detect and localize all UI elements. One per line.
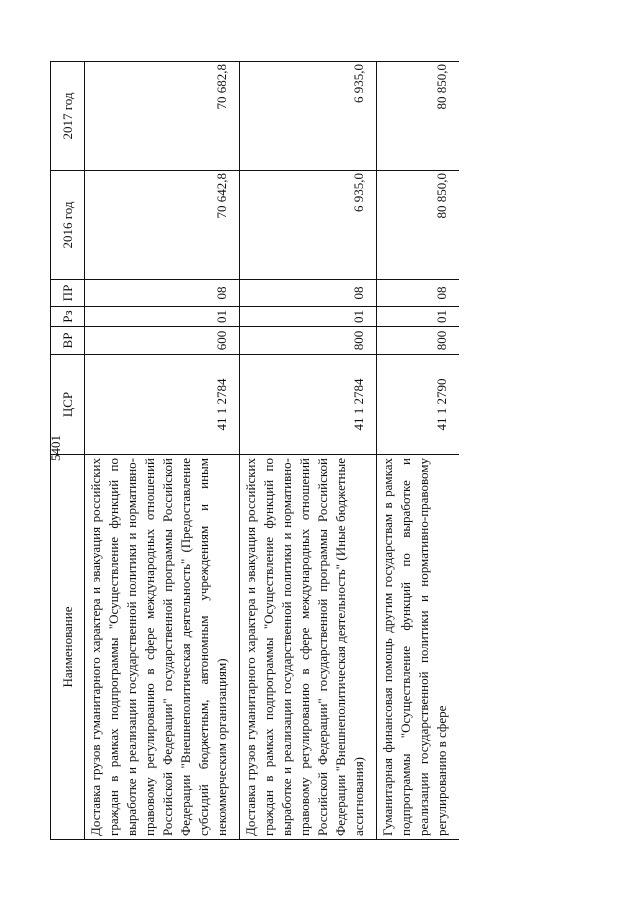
header-pr: ПР [51,280,85,307]
row-pr: 08 [377,280,460,307]
header-2016: 2016 год [51,171,85,280]
header-name: Наименование [51,455,85,840]
table-row [240,62,377,840]
row-rz: 01 [377,307,460,327]
table-row [377,62,460,840]
header-csr: ЦСР [51,355,85,455]
row-2017: 70 682,8 [85,62,240,171]
header-2017: 2017 год [51,62,85,171]
row-name: Доставка грузов гуманитарного характера и эвакуация российских граждан в рамках подпрограммы "Осуществление функций по выработке и реализации государственной политики и нормативно-правовому регулированию в сфере международных отношений Российской Федерации" государственной программы Российской Федерации "Внешнеполитическая деятельность" (Предоставление субсидий бюджетным, автономным учреждениям и иным некоммерческим организациям) [85,455,240,840]
table-row [85,62,240,840]
page-number: 5401 [48,435,63,461]
header-rz: Рз [51,307,85,327]
table-header-row [51,62,85,840]
row-2016: 6 935,0 [240,171,377,280]
row-vr: 800 [240,327,377,355]
row-2017: 80 850,0 [377,62,460,171]
row-csr: 41 1 2790 [377,355,460,455]
row-csr: 41 1 2784 [240,355,377,455]
row-2016: 70 642,8 [85,171,240,280]
row-name: Гуманитарная финансовая помощь другим государствам в рамках подпрограммы "Осуществление функций по выработке и реализации государственной политики и нормативно-правовому регулированию в сфере [377,455,460,840]
row-2016: 80 850,0 [377,171,460,280]
budget-table-sheet [50,62,576,840]
row-pr: 08 [240,280,377,307]
header-vr: ВР [51,327,85,355]
row-vr: 600 [85,327,240,355]
budget-table [50,61,459,840]
row-rz: 01 [85,307,240,327]
row-2017: 6 935,0 [240,62,377,171]
row-rz: 01 [240,307,377,327]
row-csr: 41 1 2784 [85,355,240,455]
row-vr: 800 [377,327,460,355]
row-name: Доставка грузов гуманитарного характера и эвакуация российских граждан в рамках подпрограммы "Осуществление функций по выработке и реализации государственной политики и нормативно-правовому регулированию в сфере международных отношений Российской Федерации" государственной программы Российской Федерации "Внешнеполитическая деятельность" (Иные бюджетные ассигнования) [240,455,377,840]
row-pr: 08 [85,280,240,307]
